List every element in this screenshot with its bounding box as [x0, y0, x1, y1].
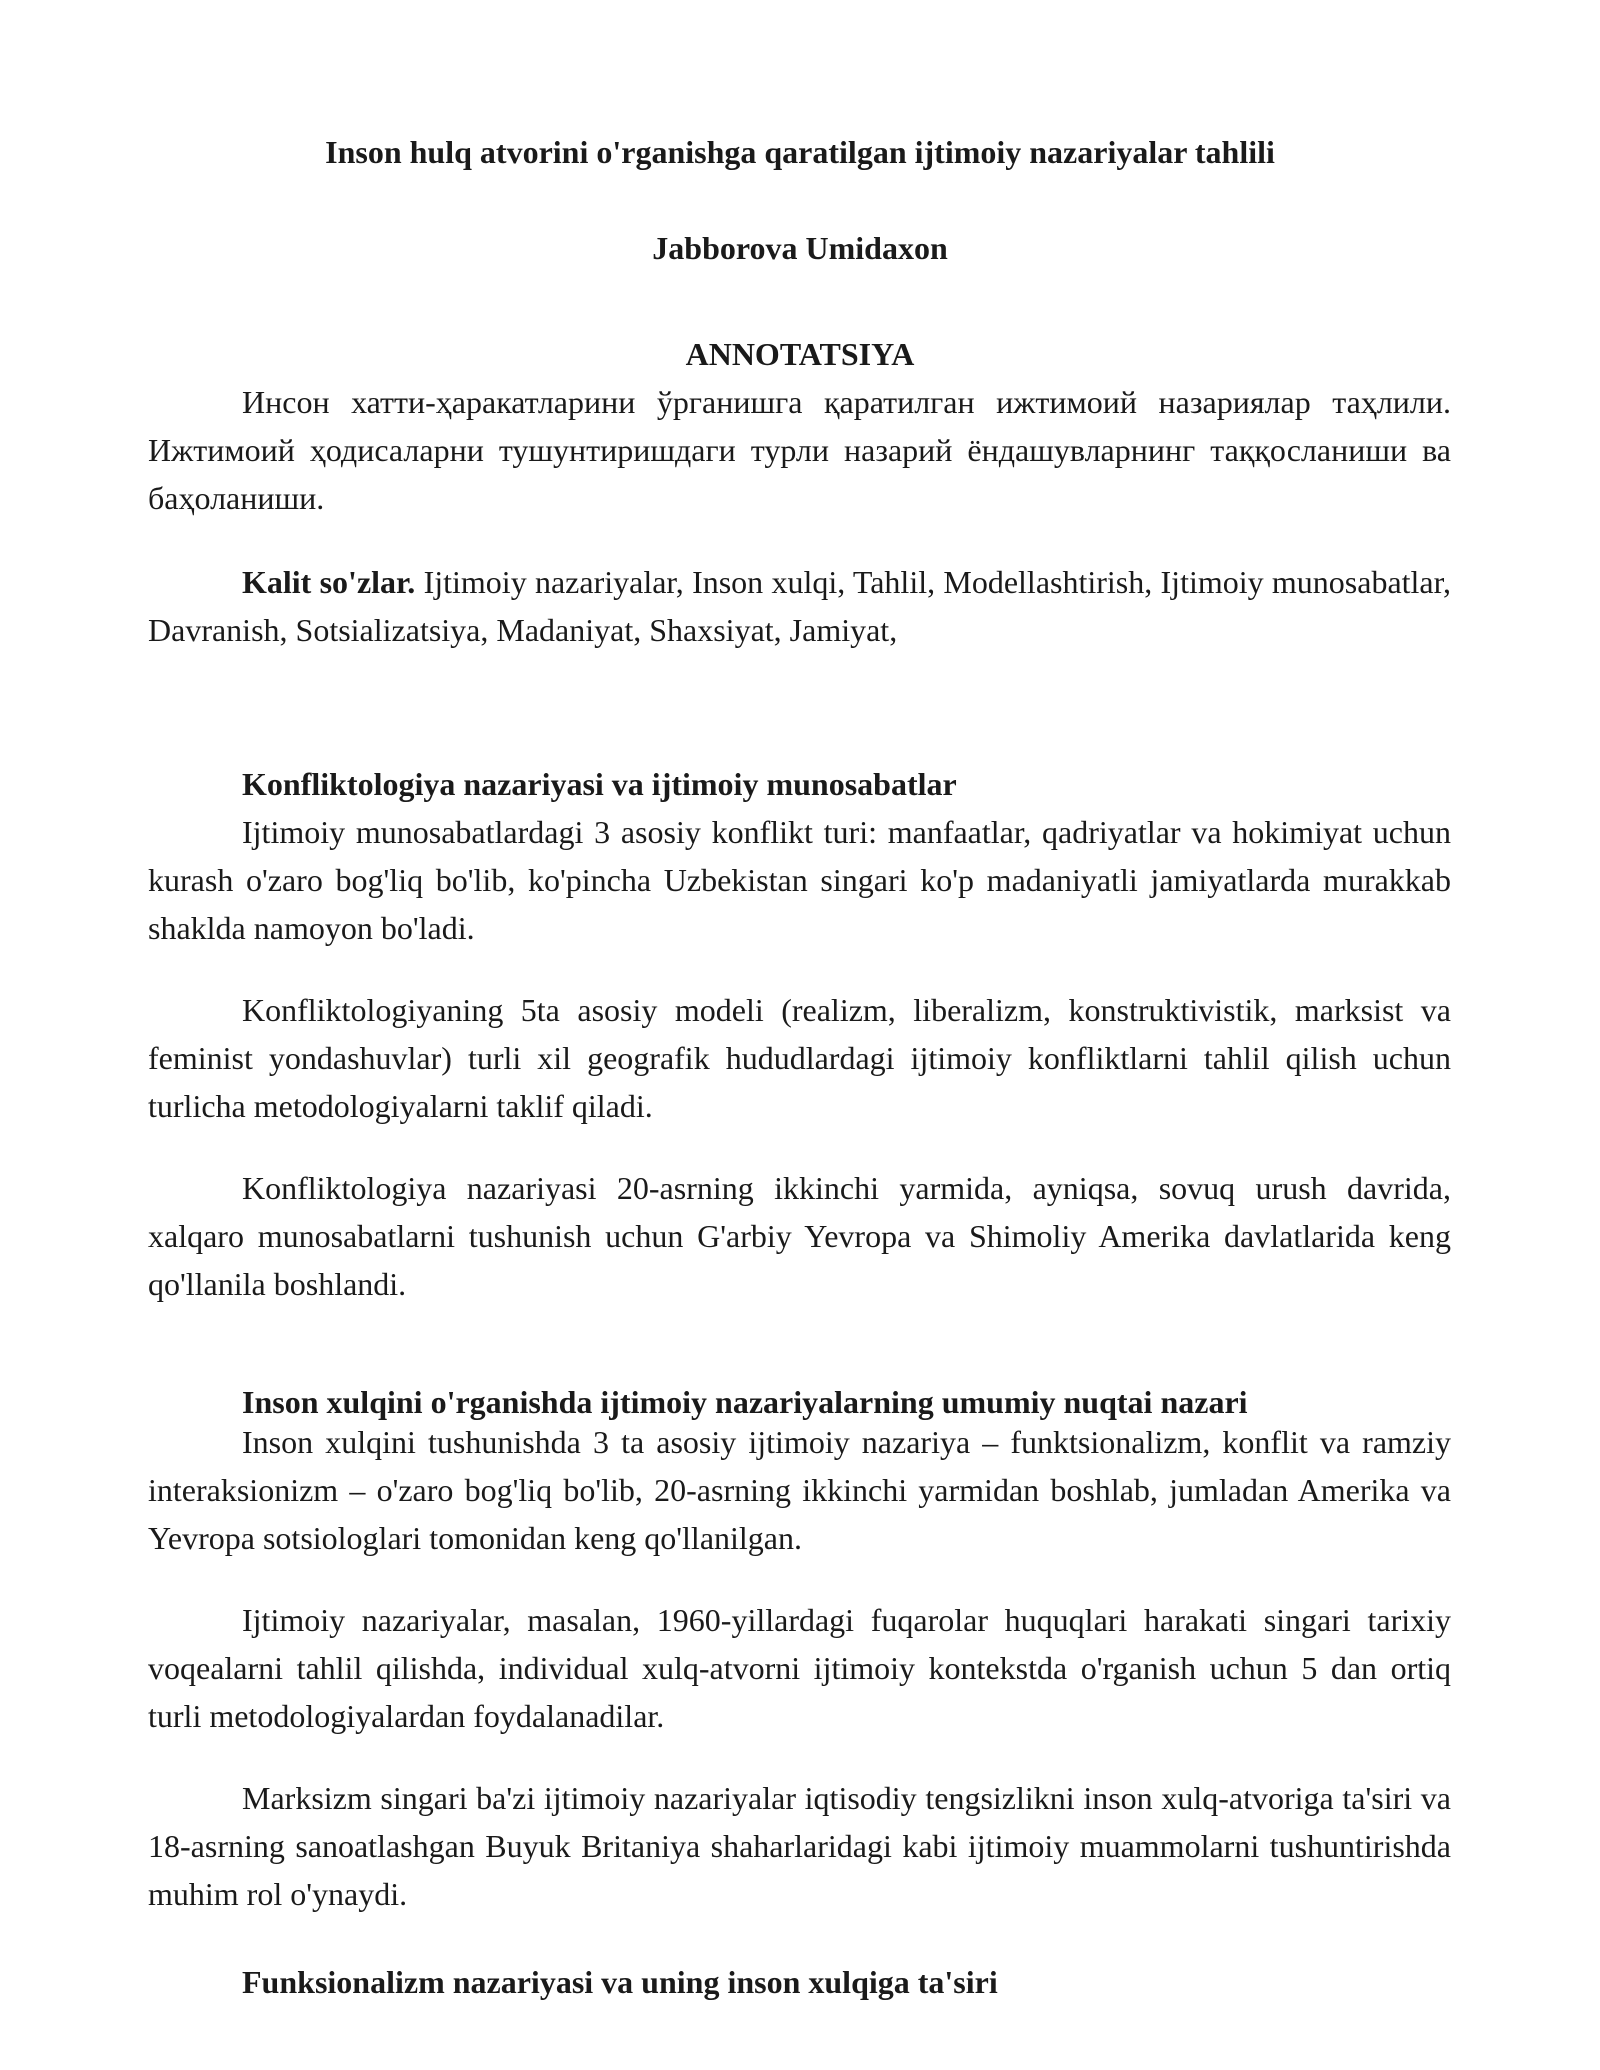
section-heading-conflictology: Konfliktologiya nazariyasi va ijtimoiy munosabatlar: [242, 766, 957, 802]
paragraph-three-theories: Inson xulqini tushunishda 3 ta asosiy ijtimoiy nazariya – funktsionalizm, konflit va ramziy interaksionizm – o'zaro bog'liq bo'lib, 20-asrning ikkinchi yarmidan boshlab, jumladan Amerika va Yevropa sotsiologlari tomonidan keng qo'llanilgan.: [148, 1424, 1451, 1556]
annotation-text: Инсон хатти-ҳаракатларини ўрганишга қаратилган ижтимоий назариялар таҳлили. Ижтимоий ҳодисаларни тушунтиришдаги турли назарий ёндашувларнинг таққосланиши ва баҳоланиши.: [148, 384, 1451, 516]
paragraph-conflict-types: Ijtimoiy munosabatlardagi 3 asosiy konflikt turi: manfaatlar, qadriyatlar va hokimiyat uchun kurash o'zaro bog'liq bo'lib, ko'pincha Uzbekistan singari ko'p madaniyatli jamiyatlarda murakkab shaklda namoyon bo'ladi.: [148, 814, 1451, 946]
author-name: Jabborova Umidaxon: [652, 230, 948, 266]
paragraph-conflict-models: Konfliktologiyaning 5ta asosiy modeli (realizm, liberalizm, konstruktivistik, marksist va feminist yondashuvlar) turli xil geografik hududlardagi ijtimoiy konfliktlarni tahlil qilish uchun turlicha metodologiyalarni taklif qiladi.: [148, 992, 1451, 1124]
keywords-text: Ijtimoiy nazariyalar, Inson xulqi, Tahlil, Modellashtirish, Ijtimoiy munosabatlar, Davranish, Sotsializatsiya, Madaniyat, Shaxsiyat, Jamiyat,: [148, 564, 1452, 648]
document-title: Inson hulq atvorini o'rganishga qaratilgan ijtimoiy nazariyalar tahlili: [325, 134, 1275, 170]
keywords-paragraph: [148, 558, 1451, 654]
annotation-heading: ANNOTATSIYA: [685, 336, 915, 372]
paragraph-methodologies: Ijtimoiy nazariyalar, masalan, 1960-yillardagi fuqarolar huquqlari harakati singari tarixiy voqealarni tahlil qilishda, individual xulq-atvorni ijtimoiy kontekstda o'rganish uchun 5 dan ortiq turli metodologiyalardan foydalanadilar.: [148, 1602, 1451, 1734]
paragraph-conflict-history: Konfliktologiya nazariyasi 20-asrning ikkinchi yarmida, ayniqsa, sovuq urush davrida, xalqaro munosabatlarni tushunish uchun G'arbiy Yevropa va Shimoliy Amerika davlatlarida keng qo'llanila boshlandi.: [148, 1170, 1451, 1302]
section-heading-social-theories: Inson xulqini o'rganishda ijtimoiy nazariyalarning umumiy nuqtai nazari: [242, 1384, 1248, 1420]
keywords-label: Kalit so'zlar.: [242, 564, 416, 600]
section-heading-functionalism: Funksionalizm nazariyasi va uning inson xulqiga ta'siri: [242, 1964, 998, 2000]
paragraph-marxism: Marksizm singari ba'zi ijtimoiy nazariyalar iqtisodiy tengsizlikni inson xulq-atvoriga ta'siri va 18-asrning sanoatlashgan Buyuk Britaniya shaharlaridagi kabi ijtimoiy muammolarni tushuntirishda muhim rol o'ynaydi.: [148, 1780, 1451, 1912]
